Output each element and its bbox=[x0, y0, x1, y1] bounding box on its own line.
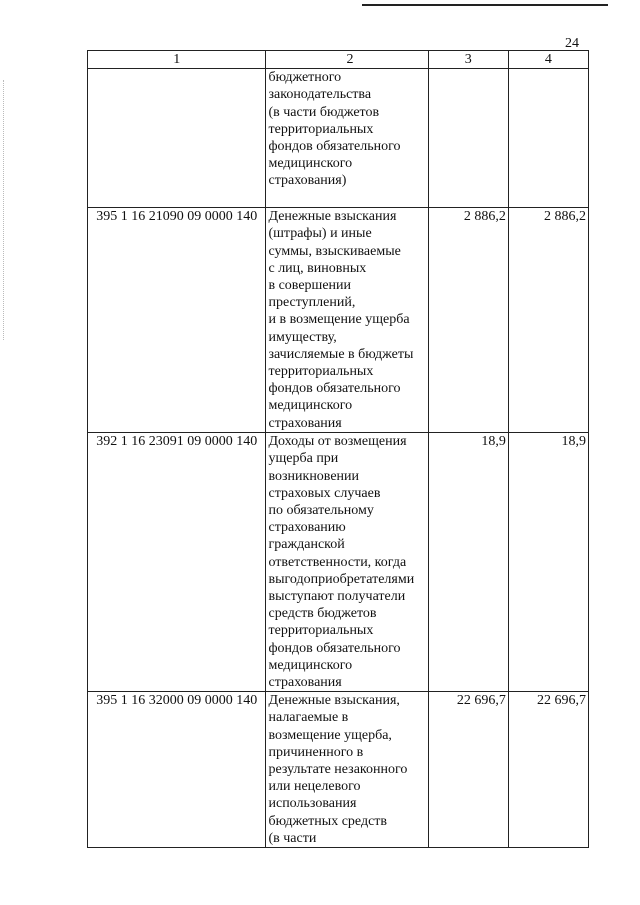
row-name-line: фондов обязательного bbox=[268, 381, 401, 397]
row-name-line: страхования bbox=[268, 415, 342, 431]
row-name-line: суммы, взыскиваемые bbox=[268, 243, 401, 259]
header-col-3: 3 bbox=[428, 51, 508, 69]
row-name-line: ущерба при bbox=[268, 451, 339, 467]
row-name-line: фондов обязательного bbox=[268, 139, 401, 155]
row-code bbox=[88, 69, 266, 208]
table-header-row bbox=[88, 51, 589, 69]
row-name-line: выгодоприобретателями bbox=[268, 571, 415, 587]
row-name-line: законодательства bbox=[268, 87, 372, 103]
header-col-4: 4 bbox=[508, 51, 588, 69]
row-name-line: территориальных bbox=[268, 623, 374, 639]
row-name-line: фондов обязательного bbox=[268, 640, 401, 656]
row-code: 395 1 16 21090 09 0000 140 bbox=[88, 208, 266, 433]
binding-edge-marks bbox=[3, 80, 5, 340]
row-name bbox=[266, 433, 428, 692]
row-name-line: медицинского bbox=[268, 398, 353, 414]
row-name-line: бюджетных средств bbox=[268, 813, 388, 829]
top-rule bbox=[362, 4, 608, 6]
row-name-line: зачисляемые в бюджеты bbox=[268, 346, 414, 362]
row-value-col-4 bbox=[508, 69, 588, 208]
row-name-line: (в части bbox=[268, 830, 317, 846]
row-name-line: причиненного в bbox=[268, 744, 364, 760]
row-name-line: с лиц, виновных bbox=[268, 260, 367, 276]
row-name-line: средств бюджетов bbox=[268, 606, 377, 622]
row-name-line: использования bbox=[268, 796, 357, 812]
row-value-col-3: 2 886,2 bbox=[428, 208, 508, 433]
row-value-col-3: 18,9 bbox=[428, 433, 508, 692]
row-name-line: территориальных bbox=[268, 121, 374, 137]
table-row bbox=[88, 433, 589, 692]
row-name-line: выступают получатели bbox=[268, 589, 406, 605]
header-col-1: 1 bbox=[88, 51, 266, 69]
row-name bbox=[266, 208, 428, 433]
revenue-table bbox=[87, 50, 589, 848]
row-name bbox=[266, 69, 428, 208]
row-name-line: налагаемые в bbox=[268, 710, 349, 726]
row-value-col-3: 22 696,7 bbox=[428, 692, 508, 848]
row-name bbox=[266, 692, 428, 848]
header-col-2: 2 bbox=[266, 51, 428, 69]
row-value-col-4: 18,9 bbox=[508, 433, 588, 692]
row-name-line: имуществу, bbox=[268, 329, 337, 345]
row-code: 395 1 16 32000 09 0000 140 bbox=[88, 692, 266, 848]
row-name-line: медицинского bbox=[268, 657, 353, 673]
row-name-line: страховых случаев bbox=[268, 485, 381, 501]
row-name-line: по обязательному bbox=[268, 503, 374, 519]
row-name-line: Доходы от возмещения bbox=[268, 434, 407, 450]
row-name-line: в совершении bbox=[268, 278, 352, 294]
row-name-line: гражданской bbox=[268, 537, 345, 553]
row-name-line: территориальных bbox=[268, 364, 374, 380]
row-name-line: возникновении bbox=[268, 468, 360, 484]
table-row bbox=[88, 692, 589, 848]
row-name-line: (штрафы) и иные bbox=[268, 226, 372, 242]
row-name-line: Денежные взыскания, bbox=[268, 693, 400, 709]
row-name-line: ответственности, когда bbox=[268, 554, 407, 570]
row-name-line: возмещение ущерба, bbox=[268, 727, 392, 743]
row-name-line: страхованию bbox=[268, 520, 346, 536]
row-value-col-3 bbox=[428, 69, 508, 208]
row-name-line: (в части бюджетов bbox=[268, 104, 380, 120]
row-name-line: страхования) bbox=[268, 173, 347, 189]
row-name-line: страхования bbox=[268, 675, 342, 691]
row-name-line: бюджетного bbox=[268, 70, 342, 86]
row-name-line: результате незаконного bbox=[268, 762, 408, 778]
page-number: 24 bbox=[565, 36, 579, 51]
row-name-line: Денежные взыскания bbox=[268, 209, 397, 225]
row-value-col-4: 2 886,2 bbox=[508, 208, 588, 433]
row-name-line: преступлений, bbox=[268, 295, 356, 311]
table-row bbox=[88, 208, 589, 433]
row-code: 392 1 16 23091 09 0000 140 bbox=[88, 433, 266, 692]
row-value-col-4: 22 696,7 bbox=[508, 692, 588, 848]
row-name-line: и в возмещение ущерба bbox=[268, 312, 410, 328]
table-row bbox=[88, 69, 589, 208]
row-name-line: медицинского bbox=[268, 156, 353, 172]
row-name-line: или нецелевого bbox=[268, 779, 361, 795]
